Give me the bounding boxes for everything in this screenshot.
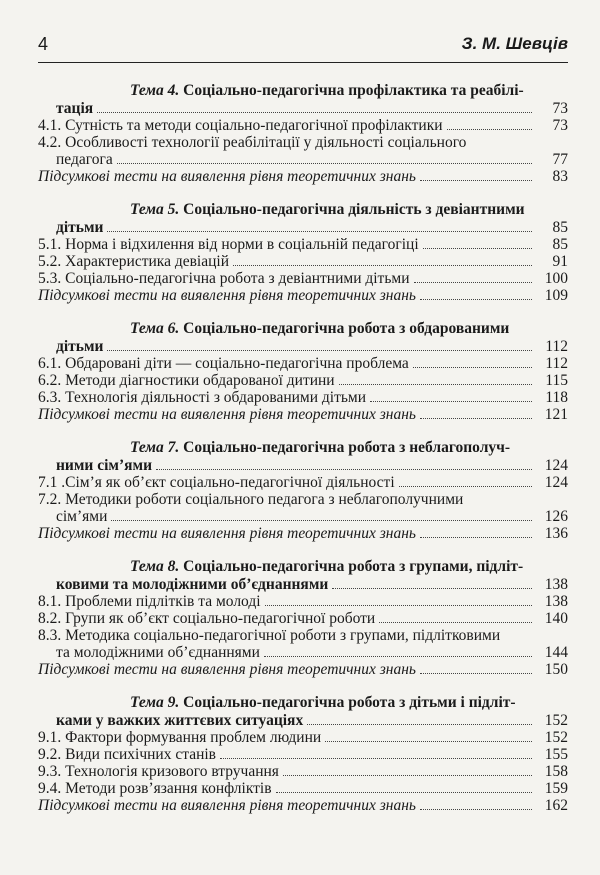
theme-label: Тема 6. xyxy=(130,320,180,337)
page-ref: 162 xyxy=(544,797,568,814)
page-ref: 100 xyxy=(544,270,568,287)
page-ref: 77 xyxy=(552,151,568,168)
toc-entry[interactable] xyxy=(38,729,568,746)
entry-text: 9.2. Види психічних станів xyxy=(38,746,216,763)
dot-leader xyxy=(420,809,532,810)
page-ref: 112 xyxy=(545,355,568,372)
entry-text: 4.1. Сутність та методи соціально-педагогічної профілактики xyxy=(38,117,443,134)
theme-title-continuation: дітьми xyxy=(56,219,104,236)
page-ref: 138 xyxy=(544,576,568,593)
dot-leader xyxy=(111,520,532,521)
entry-text: 5.3. Соціально-педагогічна робота з девіантними дітьми xyxy=(38,270,410,287)
theme-heading xyxy=(38,439,568,457)
theme-heading xyxy=(38,201,568,219)
theme-heading xyxy=(38,320,568,338)
dot-leader xyxy=(220,758,532,759)
theme-heading-continuation[interactable] xyxy=(38,576,568,593)
toc-entry[interactable] xyxy=(38,117,568,134)
dot-leader xyxy=(370,401,532,402)
toc-entry[interactable] xyxy=(38,389,568,406)
theme-heading-continuation[interactable] xyxy=(38,712,568,729)
page-ref: 73 xyxy=(552,117,568,134)
toc-entry-continuation[interactable] xyxy=(38,508,568,525)
theme-heading xyxy=(38,82,568,100)
page-ref: 118 xyxy=(545,389,568,406)
toc-entry[interactable]: 4.2. Особливості технології реабілітації у діяльності соціального xyxy=(38,134,467,151)
tests-entry[interactable] xyxy=(38,406,568,423)
tests-entry[interactable] xyxy=(38,525,568,542)
dot-leader xyxy=(264,656,532,657)
theme-title: Соціально-педагогічна робота з дітьми і підліт- xyxy=(183,694,516,711)
page-ref: 112 xyxy=(545,338,568,355)
theme-label: Тема 7. xyxy=(130,439,180,456)
toc-section xyxy=(38,558,568,678)
entry-text: 9.4. Методи розв’язання конфліктів xyxy=(38,780,272,797)
page-ref: 115 xyxy=(545,372,568,389)
entry-text: 5.1. Норма і відхилення від норми в соціальній педагогіці xyxy=(38,236,419,253)
toc-entry[interactable] xyxy=(38,593,568,610)
entry-text: сім’ями xyxy=(56,508,108,525)
toc-entry[interactable] xyxy=(38,372,568,389)
theme-label: Тема 8. xyxy=(130,558,180,575)
theme-title: Соціально-педагогічна робота з обдарованими xyxy=(183,320,510,337)
dot-leader xyxy=(325,741,532,742)
page-ref: 126 xyxy=(544,508,568,525)
toc-entry[interactable] xyxy=(38,236,568,253)
dot-leader xyxy=(107,350,532,351)
page-ref: 85 xyxy=(552,236,568,253)
toc-entry[interactable]: 7.2. Методики роботи соціального педагога з неблагополучними xyxy=(38,491,464,508)
toc-section xyxy=(38,82,568,185)
dot-leader xyxy=(447,129,532,130)
page-ref: 136 xyxy=(544,525,568,542)
toc-entry[interactable]: 8.3. Методика соціально-педагогічної роботи з групами, підлітковими xyxy=(38,627,501,644)
dot-leader xyxy=(339,384,532,385)
toc-section xyxy=(38,439,568,542)
toc-section xyxy=(38,201,568,304)
toc-entry[interactable] xyxy=(38,474,568,491)
page-ref: 152 xyxy=(544,729,568,746)
page-number: 4 xyxy=(38,34,49,54)
entry-text: 6.3. Технологія діяльності з обдарованими дітьми xyxy=(38,389,367,406)
page-ref: 152 xyxy=(544,712,568,729)
dot-leader xyxy=(307,724,532,725)
running-author: З. М. Шевців xyxy=(461,34,568,53)
theme-heading-continuation[interactable] xyxy=(38,338,568,355)
toc-entry[interactable] xyxy=(38,763,568,780)
dot-leader xyxy=(420,418,532,419)
tests-text: Підсумкові тести на виявлення рівня теоретичних знань xyxy=(38,525,416,542)
page-ref: 140 xyxy=(544,610,568,627)
page-ref: 138 xyxy=(544,593,568,610)
entry-text: педагога xyxy=(56,151,113,168)
dot-leader xyxy=(423,248,532,249)
dot-leader xyxy=(283,775,532,776)
dot-leader xyxy=(414,282,532,283)
dot-leader xyxy=(265,605,532,606)
page-ref: 109 xyxy=(544,287,568,304)
dot-leader xyxy=(420,673,532,674)
toc-entry[interactable] xyxy=(38,780,568,797)
theme-heading-continuation[interactable] xyxy=(38,219,568,236)
tests-text: Підсумкові тести на виявлення рівня теоретичних знань xyxy=(38,797,416,814)
dot-leader xyxy=(420,180,532,181)
toc-entry[interactable] xyxy=(38,253,568,270)
entry-text: 8.1. Проблеми підлітків та молоді xyxy=(38,593,261,610)
theme-heading-continuation[interactable] xyxy=(38,100,568,117)
dot-leader xyxy=(156,469,532,470)
tests-entry[interactable] xyxy=(38,797,568,814)
toc-entry-continuation[interactable] xyxy=(38,151,568,168)
dot-leader xyxy=(97,112,532,113)
tests-entry[interactable] xyxy=(38,168,568,185)
toc-entry[interactable] xyxy=(38,355,568,372)
dot-leader xyxy=(332,588,532,589)
entry-text: та молодіжними об’єднаннями xyxy=(56,644,260,661)
page-ref: 91 xyxy=(552,253,568,270)
page-ref: 83 xyxy=(552,168,568,185)
tests-text: Підсумкові тести на виявлення рівня теоретичних знань xyxy=(38,661,416,678)
toc-entry[interactable] xyxy=(38,270,568,287)
dot-leader xyxy=(117,163,532,164)
page-ref: 73 xyxy=(552,100,568,117)
theme-title: Соціально-педагогічна робота з групами, підліт- xyxy=(183,558,524,575)
theme-heading xyxy=(38,694,568,712)
page-header xyxy=(38,32,568,62)
theme-label: Тема 4. xyxy=(130,82,180,99)
tests-text: Підсумкові тести на виявлення рівня теоретичних знань xyxy=(38,287,416,304)
theme-label: Тема 5. xyxy=(130,201,180,218)
entry-text: 8.2. Групи як об’єкт соціально-педагогічної роботи xyxy=(38,610,376,627)
theme-label: Тема 9. xyxy=(130,694,180,711)
theme-title: Соціально-педагогічна діяльність з девіантними xyxy=(183,201,525,218)
dot-leader xyxy=(379,622,532,623)
entry-text: 5.2. Характеристика девіацій xyxy=(38,253,230,270)
toc-section xyxy=(38,320,568,423)
page-ref: 85 xyxy=(552,219,568,236)
toc-entry-continuation[interactable] xyxy=(38,644,568,661)
table-of-contents xyxy=(38,78,568,822)
theme-title-continuation: ками у важких життєвих ситуаціях xyxy=(56,712,304,729)
page-ref: 155 xyxy=(544,746,568,763)
dot-leader xyxy=(420,537,532,538)
page-ref: 121 xyxy=(544,406,568,423)
dot-leader xyxy=(107,231,532,232)
dot-leader xyxy=(399,486,532,487)
toc-entry[interactable] xyxy=(38,746,568,763)
entry-text: 9.1. Фактори формування проблем людини xyxy=(38,729,322,746)
header-rule xyxy=(38,62,568,63)
dot-leader xyxy=(233,265,532,266)
tests-entry[interactable] xyxy=(38,661,568,678)
theme-heading xyxy=(38,558,568,576)
theme-heading-continuation[interactable] xyxy=(38,457,568,474)
tests-text: Підсумкові тести на виявлення рівня теоретичних знань xyxy=(38,168,416,185)
dot-leader xyxy=(420,299,532,300)
entry-text: 9.3. Технологія кризового втручання xyxy=(38,763,279,780)
page-ref: 150 xyxy=(544,661,568,678)
theme-title-continuation: дітьми xyxy=(56,338,104,355)
entry-text: 7.1 .Сім’я як об’єкт соціально-педагогічної діяльності xyxy=(38,474,395,491)
page-ref: 158 xyxy=(544,763,568,780)
page-ref: 124 xyxy=(544,457,568,474)
dot-leader xyxy=(276,792,532,793)
tests-entry[interactable] xyxy=(38,287,568,304)
theme-title: Соціально-педагогічна профілактика та реабілі- xyxy=(183,82,524,99)
toc-entry[interactable] xyxy=(38,610,568,627)
tests-text: Підсумкові тести на виявлення рівня теоретичних знань xyxy=(38,406,416,423)
entry-text: 6.1. Обдаровані діти — соціально-педагогічна проблема xyxy=(38,355,409,372)
page-ref: 159 xyxy=(544,780,568,797)
toc-section xyxy=(38,694,568,814)
theme-title-continuation: ковими та молодіжними об’єднаннями xyxy=(56,576,329,593)
dot-leader xyxy=(413,367,532,368)
theme-title-continuation: ними сім’ями xyxy=(56,457,153,474)
page-ref: 144 xyxy=(544,644,568,661)
theme-title-continuation: тація xyxy=(56,100,94,117)
page-ref: 124 xyxy=(544,474,568,491)
theme-title: Соціально-педагогічна робота з неблагополуч- xyxy=(183,439,511,456)
entry-text: 6.2. Методи діагностики обдарованої дитини xyxy=(38,372,335,389)
